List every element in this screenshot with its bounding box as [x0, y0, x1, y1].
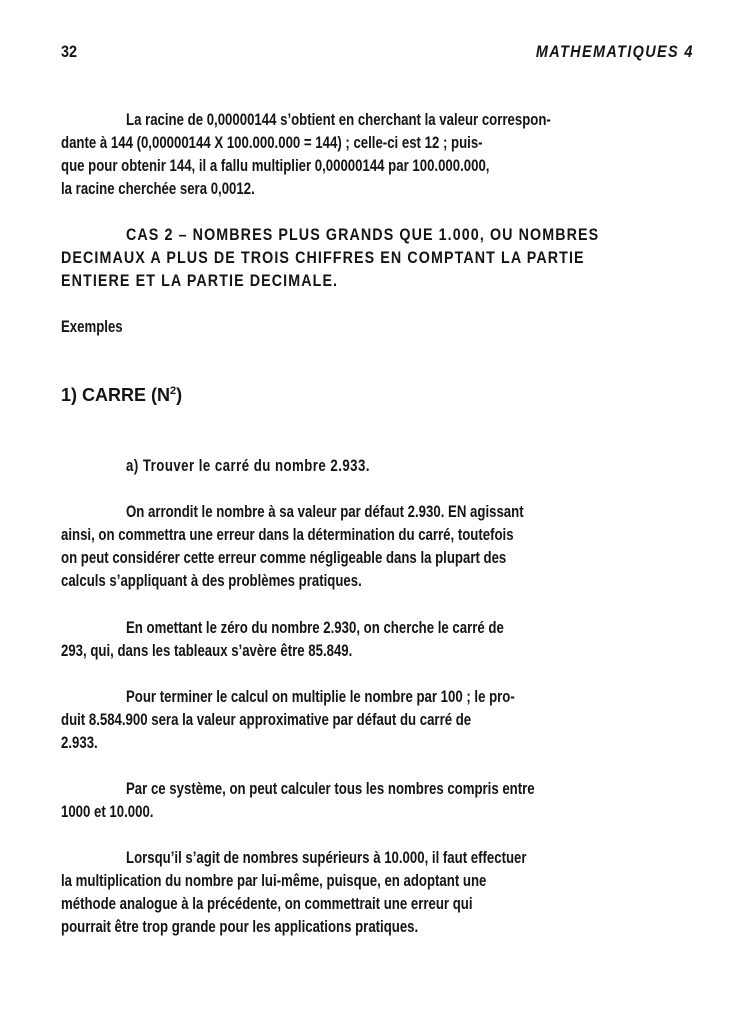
paragraph-line: que pour obtenir 144, il a fallu multiplier 0,00000144 par 100.000.000,: [61, 157, 490, 175]
paragraph-line: Par ce système, on peut calculer tous les nombres compris entre: [126, 780, 535, 798]
section-title: [61, 385, 182, 406]
paragraph-line: dante à 144 (0,00000144 X 100.000.000 = 144) ; celle-ci est 12 ; puis-: [61, 134, 483, 152]
case-heading-line: CAS 2 – NOMBRES PLUS GRANDS QUE 1.000, OU NOMBRES: [126, 225, 600, 244]
paragraph-line: On arrondit le nombre à sa valeur par défaut 2.930. EN agissant: [126, 503, 524, 521]
paragraph-line: pourrait être trop grande pour les applications pratiques.: [61, 918, 419, 936]
paragraph-line: ainsi, on commettra une erreur dans la détermination du carré, toutefois: [61, 526, 514, 544]
running-title: MATHEMATIQUES 4: [536, 42, 694, 61]
paragraph-line: on peut considérer cette erreur comme négligeable dans la plupart des: [61, 549, 507, 567]
section-exponent: 2: [170, 385, 177, 397]
paragraph-line: méthode analogue à la précédente, on commettrait une erreur qui: [61, 895, 473, 913]
examples-label: Exemples: [61, 318, 123, 336]
paragraph-line: Pour terminer le calcul on multiplie le nombre par 100 ; le pro-: [126, 688, 515, 706]
case-heading-line: ENTIERE ET LA PARTIE DECIMALE.: [61, 271, 339, 290]
paragraph-line: duit 8.584.900 sera la valeur approximative par défaut du carré de: [61, 711, 472, 729]
paragraph-line: la racine cherchée sera 0,0012.: [61, 180, 255, 198]
paragraph-line: 2.933.: [61, 734, 98, 752]
page-number: 32: [61, 42, 78, 61]
case-heading-line: DECIMAUX A PLUS DE TROIS CHIFFRES EN COMPTANT LA PARTIE: [61, 248, 585, 267]
paragraph-line: En omettant le zéro du nombre 2.930, on cherche le carré de: [126, 619, 504, 637]
paragraph-line: 1000 et 10.000.: [61, 803, 154, 821]
paragraph-line: Lorsqu’il s’agit de nombres supérieurs à 10.000, il faut effectuer: [126, 849, 527, 867]
paragraph-line: La racine de 0,00000144 s’obtient en cherchant la valeur correspon-: [126, 111, 551, 129]
section-title-text: 1) CARRE (N: [61, 385, 171, 405]
paragraph-line: 293, qui, dans les tableaux s’avère être 85.849.: [61, 642, 353, 660]
section-title-close: ): [176, 385, 183, 405]
paragraph-line: la multiplication du nombre par lui-même, puisque, en adoptant une: [61, 872, 487, 890]
subtitle: a) Trouver le carré du nombre 2.933.: [126, 457, 370, 475]
paragraph-line: calculs s’appliquant à des problèmes pratiques.: [61, 572, 362, 590]
